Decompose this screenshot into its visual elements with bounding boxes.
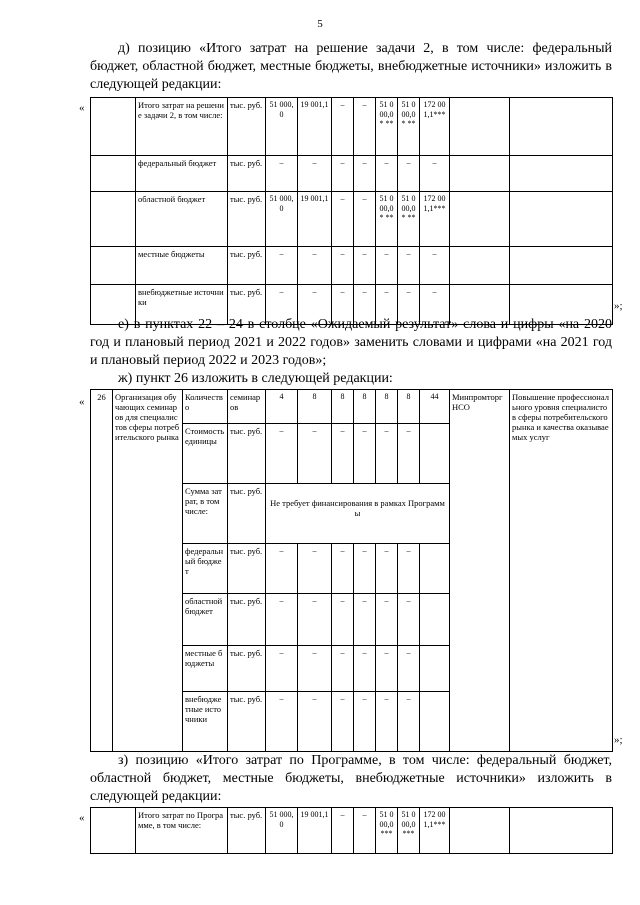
value-cell: 8 bbox=[354, 390, 376, 424]
table-task2-costs bbox=[90, 97, 613, 325]
paragraph-zh: ж) пункт 26 изложить в следующей редакции: bbox=[118, 371, 393, 386]
executor-cell: Минпромторг НСО bbox=[450, 390, 510, 752]
row-label: Итого затрат на решение задачи 2, в том числе: bbox=[136, 98, 228, 156]
value-cell: – bbox=[376, 594, 398, 646]
value-cell: 8 bbox=[332, 390, 354, 424]
value-cell: 172 001,1*** bbox=[420, 808, 450, 854]
paragraph-d: д) позицию «Итого затрат на решение задачи 2, в том числе: федеральный бюджет, областной бюджет, местные бюджеты, внебюджетные источники» изложить в следующей редакции: bbox=[90, 41, 612, 92]
table-row bbox=[91, 192, 613, 247]
value-cell: – bbox=[266, 156, 298, 192]
value-cell: 51 000,0* ** bbox=[376, 192, 398, 247]
value-cell: – bbox=[298, 594, 332, 646]
value-cell: – bbox=[332, 156, 354, 192]
value-cell: – bbox=[354, 247, 376, 285]
row-label: федеральный бюджет bbox=[183, 544, 228, 594]
value-cell: – bbox=[354, 646, 376, 692]
value-cell: – bbox=[332, 808, 354, 854]
unit-cell: тыс. руб. bbox=[228, 646, 266, 692]
row-label: Итого затрат по Программе, в том числе: bbox=[136, 808, 228, 854]
value-cell: – bbox=[298, 424, 332, 484]
value-cell: – bbox=[398, 424, 420, 484]
page-number: 5 bbox=[317, 18, 323, 30]
value-cell: – bbox=[298, 156, 332, 192]
value-cell: – bbox=[298, 544, 332, 594]
table-row bbox=[91, 98, 613, 156]
value-cell: – bbox=[376, 156, 398, 192]
unit-cell: тыс. руб. bbox=[228, 594, 266, 646]
value-cell: – bbox=[332, 646, 354, 692]
quote-close-2: »; bbox=[614, 734, 623, 746]
value-cell: – bbox=[266, 424, 298, 484]
value-cell: – bbox=[298, 247, 332, 285]
table-row bbox=[91, 808, 613, 854]
value-cell: – bbox=[266, 594, 298, 646]
value-cell: 8 bbox=[298, 390, 332, 424]
value-cell: 51 000,0 bbox=[266, 98, 298, 156]
value-cell: – bbox=[376, 692, 398, 752]
unit-cell: тыс. руб. bbox=[228, 808, 266, 854]
table-row bbox=[91, 247, 613, 285]
value-cell: – bbox=[354, 285, 376, 325]
activity-name: Организация обучающих семинаров для специалистов сферы потребительского рынка bbox=[113, 390, 183, 752]
value-cell: – bbox=[420, 285, 450, 325]
row-label: внебюджетные источники bbox=[183, 692, 228, 752]
value-cell: 51 000,0* ** bbox=[376, 98, 398, 156]
value-cell: 51 000,0 bbox=[266, 192, 298, 247]
value-cell: – bbox=[398, 285, 420, 325]
value-cell: – bbox=[398, 247, 420, 285]
unit-cell: тыс. руб. bbox=[228, 192, 266, 247]
value-cell: – bbox=[332, 692, 354, 752]
row-label: внебюджетные источники bbox=[136, 285, 228, 325]
value-cell: 51 000,0* ** bbox=[398, 192, 420, 247]
value-cell: 8 bbox=[376, 390, 398, 424]
paragraph-z: з) позицию «Итого затрат по Программе, в том числе: федеральный бюджет, областной бюджет, местные бюджеты, внебюджетные источники» изложить в следующей редакции: bbox=[90, 753, 612, 804]
unit-cell: тыс. руб. bbox=[228, 484, 266, 544]
value-cell: – bbox=[420, 156, 450, 192]
unit-cell: тыс. руб. bbox=[228, 692, 266, 752]
value-cell: – bbox=[298, 692, 332, 752]
value-cell: – bbox=[354, 156, 376, 192]
value-cell: 19 001,1 bbox=[298, 98, 332, 156]
value-cell: – bbox=[332, 192, 354, 247]
value-cell: – bbox=[354, 192, 376, 247]
table-row bbox=[91, 156, 613, 192]
value-cell: – bbox=[354, 424, 376, 484]
row-label: областной бюджет bbox=[183, 594, 228, 646]
row-label: областной бюджет bbox=[136, 192, 228, 247]
unit-cell: тыс. руб. bbox=[228, 98, 266, 156]
value-cell: – bbox=[398, 594, 420, 646]
value-cell: 4 bbox=[266, 390, 298, 424]
value-cell: – bbox=[266, 247, 298, 285]
item-number: 26 bbox=[91, 390, 113, 752]
value-cell: – bbox=[376, 424, 398, 484]
value-cell: 51 000,0*** bbox=[376, 808, 398, 854]
row-label: Стоимость единицы bbox=[183, 424, 228, 484]
value-cell: – bbox=[332, 98, 354, 156]
value-cell: 172 001,1*** bbox=[420, 192, 450, 247]
value-cell: – bbox=[354, 808, 376, 854]
value-cell: 51 000,0 bbox=[266, 808, 298, 854]
value-cell: – bbox=[266, 544, 298, 594]
unit-cell: тыс. руб. bbox=[228, 544, 266, 594]
value-cell: – bbox=[398, 544, 420, 594]
value-cell: 44 bbox=[420, 390, 450, 424]
row-label: федеральный бюджет bbox=[136, 156, 228, 192]
value-cell: – bbox=[420, 247, 450, 285]
value-cell: 172 001,1*** bbox=[420, 98, 450, 156]
unit-cell: тыс. руб. bbox=[228, 424, 266, 484]
unit-cell: семинаров bbox=[228, 390, 266, 424]
value-cell: – bbox=[376, 544, 398, 594]
quote-open-3: « bbox=[79, 812, 85, 824]
value-cell: – bbox=[266, 646, 298, 692]
row-label: Количество bbox=[183, 390, 228, 424]
unit-cell: тыс. руб. bbox=[228, 247, 266, 285]
unit-cell: тыс. руб. bbox=[228, 285, 266, 325]
value-cell: – bbox=[376, 247, 398, 285]
value-cell: – bbox=[398, 156, 420, 192]
value-cell: – bbox=[398, 646, 420, 692]
value-cell: – bbox=[332, 544, 354, 594]
value-cell: – bbox=[398, 692, 420, 752]
value-cell: – bbox=[332, 424, 354, 484]
value-cell: – bbox=[354, 544, 376, 594]
value-cell: 8 bbox=[398, 390, 420, 424]
value-cell: 51 000,0*** bbox=[398, 808, 420, 854]
value-cell: 19 001,1 bbox=[298, 192, 332, 247]
table-row bbox=[91, 390, 613, 424]
quote-open-2: « bbox=[79, 396, 85, 408]
row-label: Сумма затрат, в том числе: bbox=[183, 484, 228, 544]
unit-cell: тыс. руб. bbox=[228, 156, 266, 192]
row-label: местные бюджеты bbox=[136, 247, 228, 285]
quote-open-1: « bbox=[79, 102, 85, 114]
value-cell: – bbox=[354, 98, 376, 156]
value-cell: – bbox=[354, 692, 376, 752]
value-cell: – bbox=[354, 594, 376, 646]
table-program-total bbox=[90, 807, 613, 854]
value-cell: – bbox=[332, 285, 354, 325]
table-item-26 bbox=[90, 389, 613, 752]
row-label: местные бюджеты bbox=[183, 646, 228, 692]
expected-result: Повышение профессионального уровня специалистов сферы потребительского рынка и качества оказываемых услуг bbox=[510, 390, 613, 752]
paragraph-e: е) в пунктах 22 – 24 в столбце «Ожидаемый результат» слова и цифры «на 2020 год и плановый период 2021 и 2022 годов» заменить словами и цифрами «на 2021 год и плановый период 2022 и 2023 годов»; bbox=[90, 317, 612, 368]
value-cell: – bbox=[266, 692, 298, 752]
value-cell: 19 001,1 bbox=[298, 808, 332, 854]
value-cell: – bbox=[376, 285, 398, 325]
not-financed-note: Не требует финансирования в рамках Программы bbox=[266, 484, 450, 544]
value-cell: – bbox=[298, 646, 332, 692]
value-cell: – bbox=[266, 285, 298, 325]
value-cell: – bbox=[332, 594, 354, 646]
value-cell: – bbox=[332, 247, 354, 285]
quote-close-1: »; bbox=[614, 300, 623, 312]
value-cell: 51 000,0* ** bbox=[398, 98, 420, 156]
value-cell: – bbox=[298, 285, 332, 325]
value-cell: – bbox=[376, 646, 398, 692]
